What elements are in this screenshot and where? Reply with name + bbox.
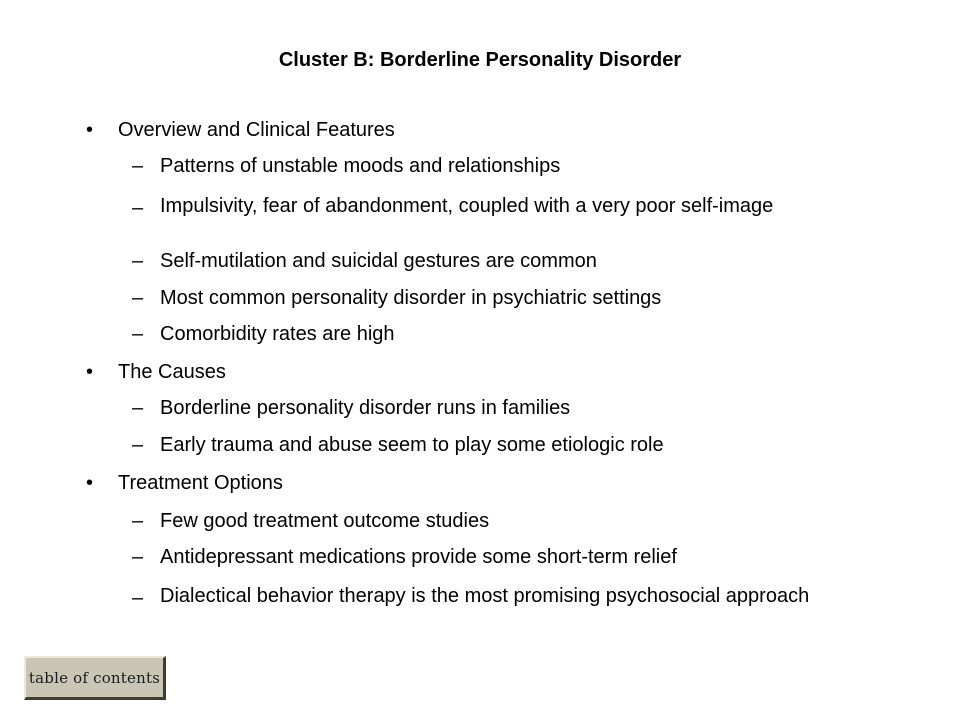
dash-icon: –: [132, 323, 144, 345]
dash-icon: –: [132, 250, 144, 272]
table-of-contents-label: table of contents: [28, 668, 161, 687]
dash-icon: –: [132, 546, 144, 568]
list-item: – Borderline personality disorder runs in families: [132, 397, 571, 419]
list-item: – Patterns of unstable moods and relationships: [132, 155, 561, 177]
list-item: – Self-mutilation and suicidal gestures are common: [132, 250, 597, 272]
table-of-contents-button[interactable]: [24, 656, 166, 700]
bullet-icon: •: [86, 361, 94, 383]
bullet-icon: •: [86, 472, 94, 494]
list-item: – Few good treatment outcome studies: [132, 510, 490, 532]
dash-icon: –: [132, 197, 144, 219]
dash-icon: –: [132, 434, 144, 456]
dash-icon: –: [132, 287, 144, 309]
section-heading: Overview and Clinical Features: [118, 119, 395, 141]
bullet-icon: •: [86, 119, 94, 141]
list-item: – Antidepressant medications provide some short-term relief: [132, 546, 677, 568]
list-item: – Most common personality disorder in psychiatric settings: [132, 287, 662, 309]
section-heading: Treatment Options: [118, 472, 283, 494]
dash-icon: –: [132, 510, 144, 532]
dash-icon: –: [132, 587, 144, 609]
list-item: – Early trauma and abuse seem to play some etiologic role: [132, 434, 664, 456]
dash-icon: –: [132, 155, 144, 177]
slide-title: Cluster B: Borderline Personality Disorder: [278, 49, 682, 71]
section-heading: The Causes: [118, 361, 226, 383]
list-item: – Dialectical behavior therapy is the most promising psychosocial approach: [132, 585, 810, 609]
list-item: – Impulsivity, fear of abandonment, coupled with a very poor self-image: [132, 195, 774, 219]
dash-icon: –: [132, 397, 144, 419]
list-item: – Comorbidity rates are high: [132, 323, 395, 345]
